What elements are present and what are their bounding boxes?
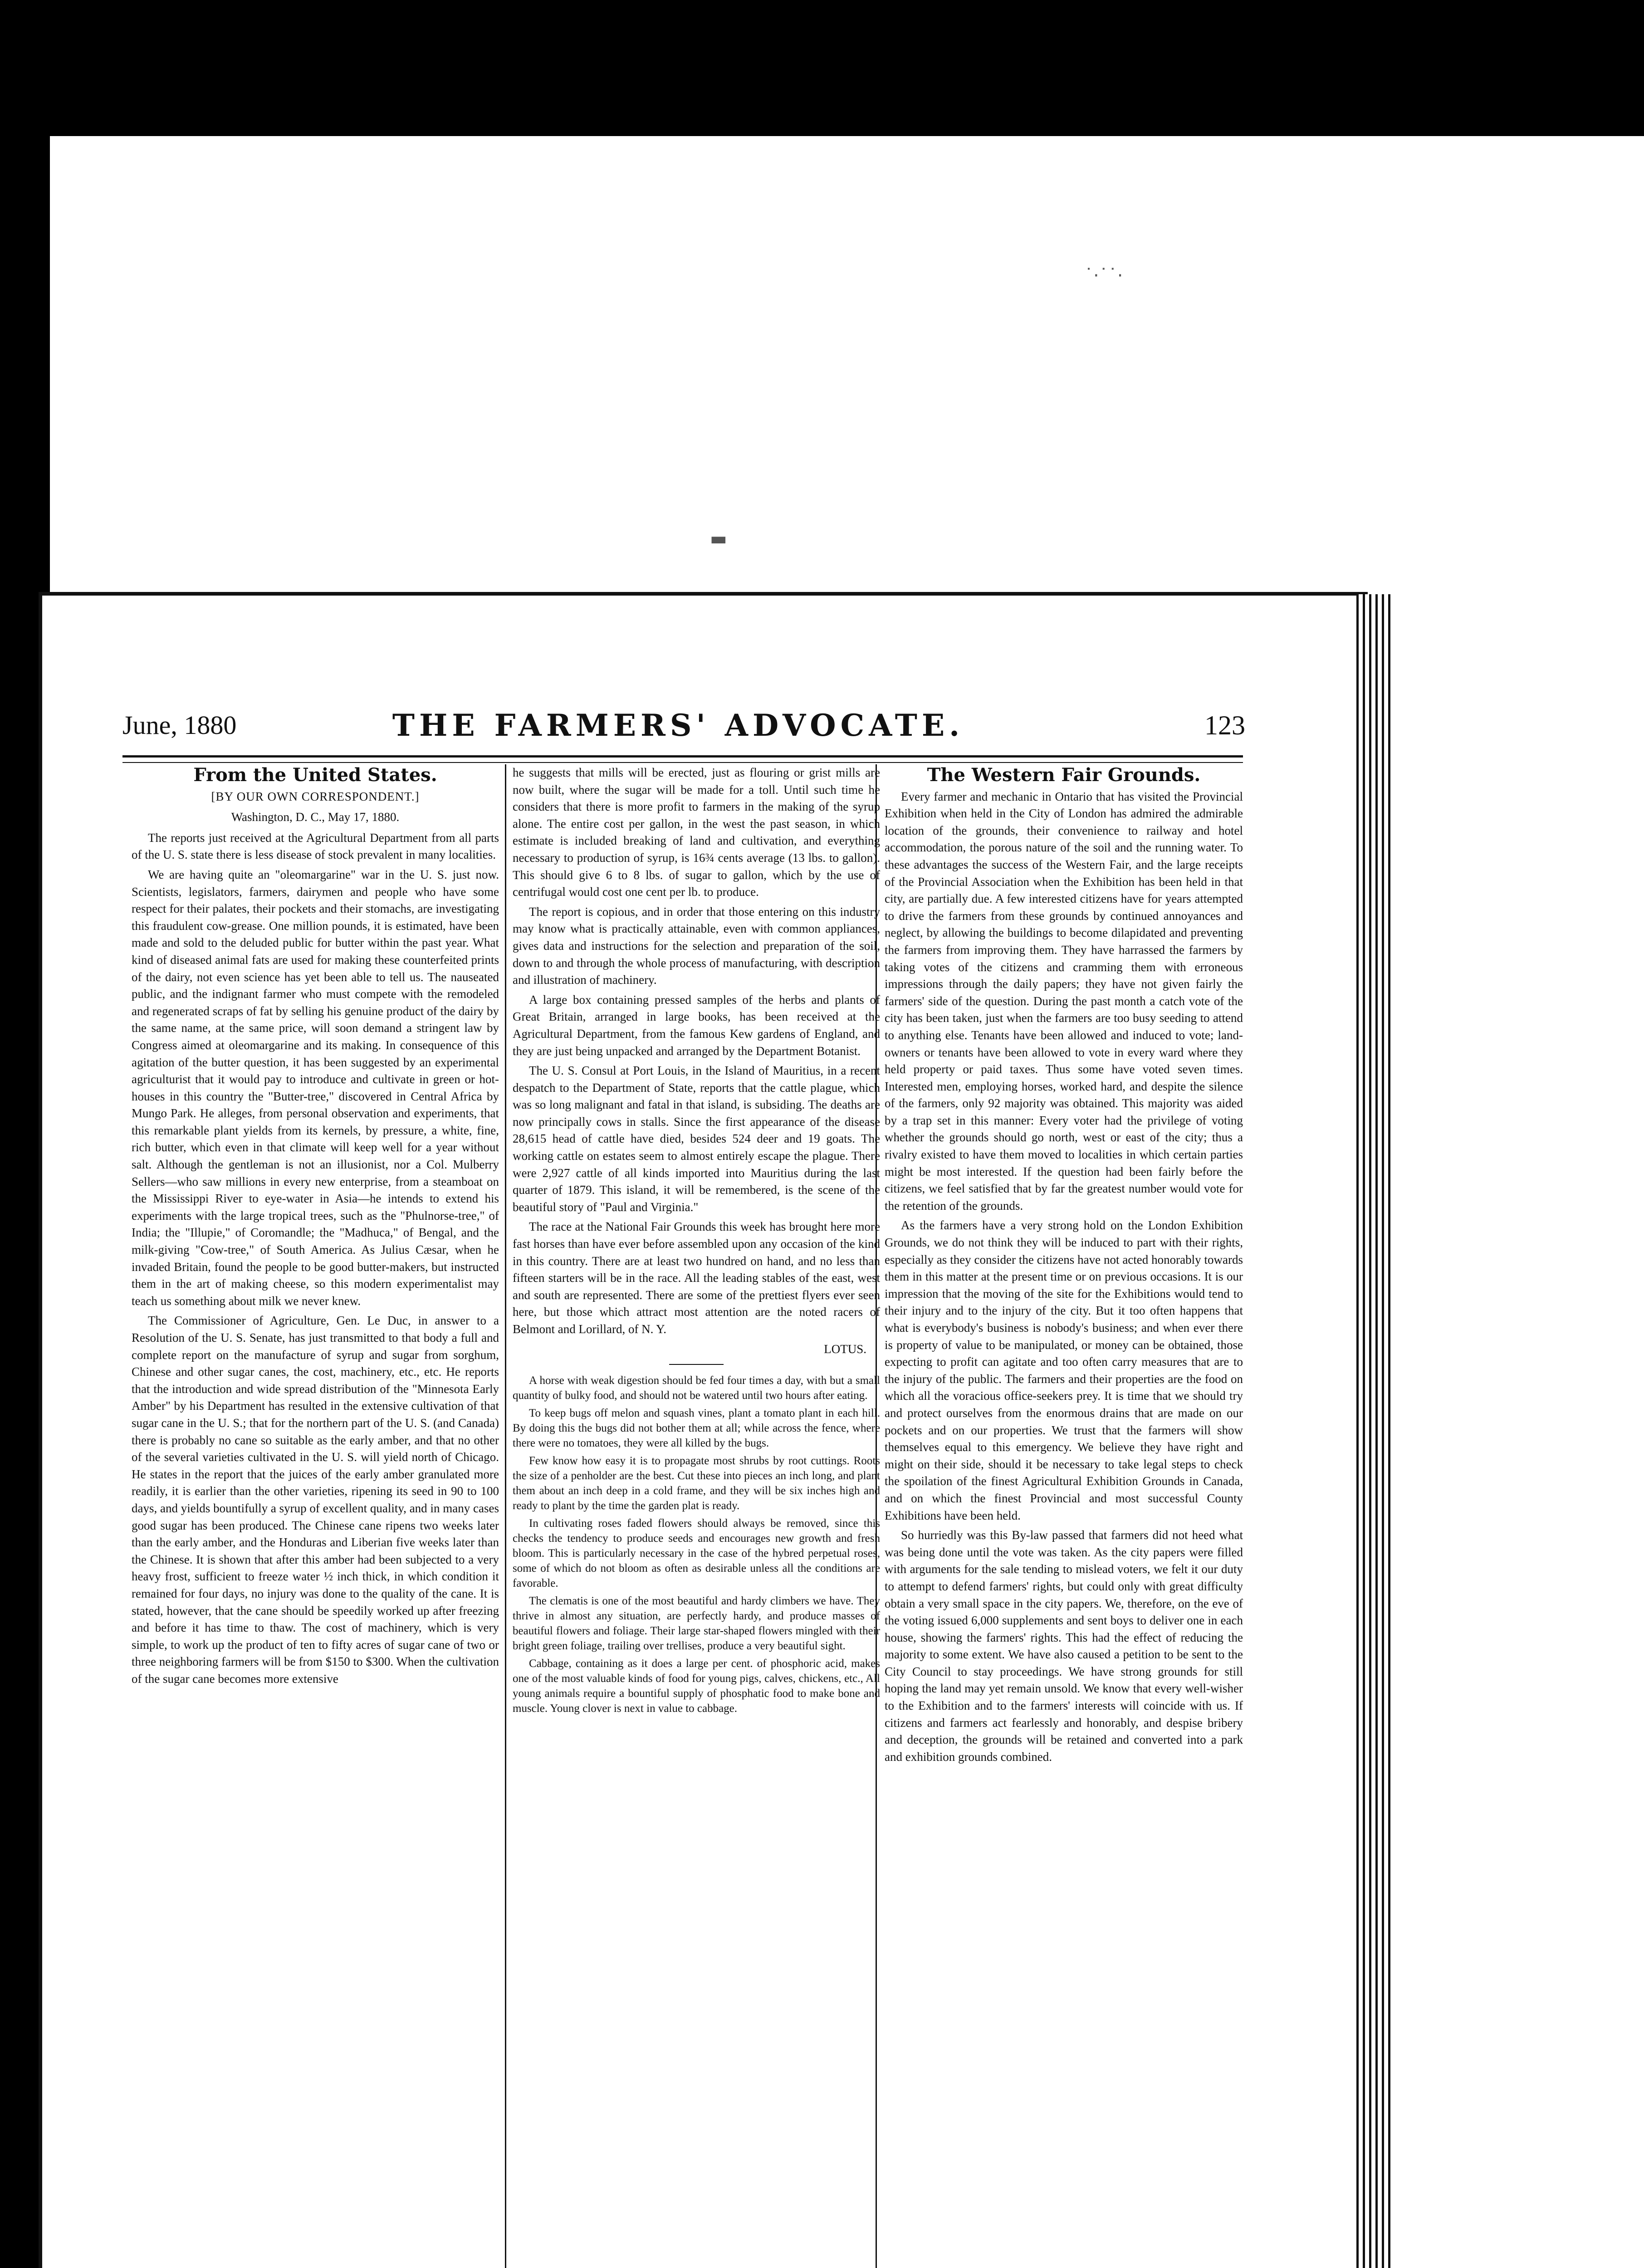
- farm-note: A horse with weak digestion should be fed four times a day, with but a small quantity of bulky food, and should not be watered until two hours after eating.: [513, 1374, 880, 1402]
- farm-note: To keep bugs off melon and squash vines, plant a tomato plant in each hill. By doing this the bugs did not bother them at all; while across the fence, where there were no tomatoes, they were all killed by the bugs.: [513, 1407, 880, 1450]
- article-paragraph: The report is copious, and in order that those entering on this industry may know what is practically attainable, even with common appliances, gives data and instructions for the selection and preparation of the soil, down to and through the whole process of manufacturing, with description and illustration of machinery.: [513, 904, 880, 987]
- article-paragraph: So hurriedly was this By-law passed that farmers did not heed what was being done until the vote was taken. As the city papers were filled with arguments for the sale tending to mislead voters, we felt it our duty to attempt to defend farmers' rights, but could only with great difficulty obtain a very small space in the city papers. We, therefore, on the eve of the voting issued 6,000 supplements and sent boys to deliver one in each house, showing the farmers' rights. This had the effect of reducing the majority to some extent. We have also caused a petition to be sent to the City Council to stay proceedings. We have strong grounds for still hoping the land may yet remain unsold. We know that every well-wisher to the Exhibition and to the farmers' interests will coincide with us. If citizens and farmers act fearlessly and honorably, and despise bribery and deception, the grounds will be retained and converted into a park and exhibition grounds combined.: [885, 1528, 1243, 1764]
- column-western-fair: [885, 764, 1243, 2268]
- article-heading: The Western Fair Grounds.: [927, 764, 1201, 786]
- article-dateline: Washington, D. C., May 17, 1880.: [231, 810, 400, 824]
- article-signature: LOTUS.: [824, 1342, 866, 1356]
- article-heading: From the United States.: [193, 764, 437, 786]
- column-divider: [505, 764, 506, 2268]
- column-united-states-continued: [513, 764, 880, 2268]
- article-paragraph: he suggests that mills will be erected, just as flouring or grist mills are now built, where the sugar will be made for a toll. Until such time he considers that there is more profit to farmers in the making of the syrup alone. The entire cost per gallon, in the west the past season, in which estimate is included breaking of land and cultivation, and everything necessary to production of syrup, is 16¾ cents average (13 lbs. to gallon). This should give 6 to 8 lbs. of sugar to gallon, which by the use of centrifugal would cost one cent per lb. to produce.: [513, 766, 880, 899]
- farm-note: Cabbage, containing as it does a large per cent. of phosphoric acid, makes one of the most valuable kinds of food for young pigs, calves, chickens, etc., All young animals require a bountiful supply of phosphatic food to make bone and muscle. Young clover is next in value to cabbage.: [513, 1657, 880, 1715]
- article-paragraph: The race at the National Fair Grounds this week has brought here more fast horses than have ever before assembled upon any occasion of the kind in this country. There are at least two hundred on hand, and no less than fifteen starters will be in the race. All the leading stables of the east, west and south are represented. There are some of the prettiest flyers ever seen here, but those which attract most attention are the noted racers of Belmont and Lorillard, of N. Y.: [513, 1220, 880, 1336]
- article-paragraph: Every farmer and mechanic in Ontario that has visited the Provincial Exhibition when held in the City of London has admired the admirable location of the grounds, their convenience to railway and hotel accommodation, the porous nature of the soil and the running water. To these advantages the success of the Western Fair, and the large receipts of the Provincial Association when the Exhibition has been held in that city, are partially due. A few interested citizens have for years attempted to drive the farmers from these grounds by continued annoyances and neglect, by allowing the buildings to become dilapidated and preventing the farmers from improving them. They have harrassed the farmers by taking votes of the citizens and cramming them with erroneous impressions through the daily papers; they have not given fairly the farmers' side of the question. During the past month a catch vote of the city has been taken, just when the farmers are too busy seeding to attend to anything else. Tenants have been allowed and induced to vote; land-owners or tenants have been allowed to vote in every ward where they held property or paid taxes. Thus some have voted seven times. Interested men, employing horses, worked hard, and despite the silence of the farmers, only 92 majority was obtained. This majority was aided by a trap set in this manner: Every voter had the privilege of voting whether the grounds should go north, west or east of the city; thus a rivalry existed to have them moved to localities in which certain parties might be most interested. If the question had been fairly before the citizens, we feel satisfied that by far the greatest number would vote for the retention of the grounds.: [885, 789, 1243, 1212]
- masthead: [107, 708, 1245, 753]
- issue-date: June, 1880: [122, 710, 237, 740]
- scan-mark: ▬: [710, 528, 727, 549]
- newspaper-title: THE FARMERS' ADVOCATE.: [392, 708, 964, 743]
- page-binding-edge: [1356, 594, 1393, 2268]
- farm-note: The clematis is one of the most beautiful and hardy climbers we have. They thrive in almost any situation, are perfectly hardy, and produce masses of beautiful flowers and foliage. Their large star-shaped flowers mingled with their bright green foliage, trailing over trellises, produce a very beautiful sight.: [513, 1595, 880, 1652]
- farm-note: Few know how easy it is to propagate most shrubs by root cuttings. Roots the size of a penholder are the best. Cut these into pieces an inch long, and plant them about an inch deep in a cold frame, and they will be six inches high and ready to plant by the time the garden plat is ready.: [513, 1455, 880, 1512]
- section-divider: [669, 1364, 724, 1365]
- article-paragraph: The U. S. Consul at Port Louis, in the Island of Mauritius, in a recent despatch to the Department of State, reports that the cattle plague, which was so long malignant and fatal in that island, is subsiding. The deaths are now principally cows in stalls. Since the first appearance of the disease 28,615 head of cattle have died, besides 524 deer and 19 goats. The working cattle on estates seem to almost entirely escape the plague. There were 2,927 cattle of all kinds imported into Mauritius during the last quarter of 1879. This island, it will be remembered, is the scene of the beautiful story of "Paul and Virginia.": [513, 1064, 880, 1214]
- farm-note: In cultivating roses faded flowers should always be removed, since this checks the tendency to produce seeds and encourages new growth and fresh bloom. This is particularly necessary in the case of the hybred perpetual roses, some of which do not bloom as often as desirable unless all the conditions are favorable.: [513, 1517, 880, 1590]
- article-paragraph: A large box containing pressed samples of the herbs and plants of Great Britain, arranged in large books, has been received at the Agricultural Department, from the famous Kew gardens of England, and they are just being unpacked and arranged by the Department Botanist.: [513, 992, 880, 1058]
- article-paragraph: The reports just received at the Agricultural Department from all parts of the U. S. state there is less disease of stock prevalent in many localities.: [132, 831, 499, 862]
- article-paragraph: The Commissioner of Agriculture, Gen. Le Duc, in answer to a Resolution of the U. S. Senate, has just transmitted to that body a full and complete report on the manufacture of syrup and sugar from sorghum, Chinese and other sugar canes, the cost, machinery, etc., etc. He reports that the introduction and wide spread distribution of the "Minnesota Early Amber" by his Department has resulted in the extensive cultivation of that sugar cane in the U. S.; that for the northern part of the U. S. (and Canada) there is probably no cane so suitable as the early amber, and that no other of the several varieties cultivated in the U. S. will yield north of Chicago. He states in the report that the juices of the early amber granulated more readily, it is earlier than the other varieties, ripening its seed in 90 to 100 days, and yields bountifully a syrup of excellent quality, and in many cases good sugar has been produced. The Chinese cane ripens two weeks later than the early amber, and the Honduras and Liberian five weeks later than the Chinese. It is shown that after this amber had been subjected to a very heavy frost, sufficient to freeze water ½ inch thick, in which condition it remained for four days, no injury was done to the quality of the cane. It is stated, however, that the cane should be speedily worked up after freezing and before it has time to thaw. The cost of machinery, which is very simple, to work up the product of ten to fifty acres of sugar cane of two or three neighboring farmers will be from $150 to $300. When the cultivation of the sugar cane becomes more extensive: [132, 1314, 499, 1686]
- page-number: 123: [1204, 710, 1245, 740]
- header-rule: [122, 755, 1243, 763]
- scan-mark: ˙·˙˙·: [1084, 265, 1123, 286]
- article-byline: [BY OUR OWN CORRESPONDENT.]: [211, 789, 420, 803]
- article-paragraph: As the farmers have a very strong hold on the London Exhibition Grounds, we do not think they will be induced to part with their rights, especially as they consider the citizens have not acted honorably towards them in this matter at the present time or on previous occasions. It is our impression that the moving of the site for the Exhibitions would tend to their injury and to the injury of the city. But it too often happens that what is everybody's business is nobody's business; and when ever there is property of value to be manipulated, or money can be obtained, those expecting to profit can agitate and too often carry measures that are to the injury of the public. The farmers and their properties are the food on which all the voracious office-seekers prey. It is time that we should try and protect ourselves from the enormous drains that are made on our pockets and on our properties. We trust that the farmers will show themselves equal to this emergency. We believe they have right and might on their side, should it be necessary to take legal steps to check the spoilation of the finest Agricultural Exhibition Grounds in Canada, and on which the finest Provincial and most successful County Exhibitions have been held.: [885, 1218, 1243, 1522]
- column-united-states: [132, 764, 499, 2268]
- article-paragraph: We are having quite an "oleomargarine" war in the U. S. just now. Scientists, legislators, farmers, dairymen and people who have some respect for their palates, their pockets and their stomachs, are investigating this fraudulent cow-grease. One million pounds, it is estimated, have been made and sold to the deluded public for butter within the past year. What kind of diseased animal fats are used for making these counterfeited prints of the dairy, not even science has yet been able to tell us. The nauseated public, and the indignant farmer who must compete with the remodeled and regenerated scraps of fat by selling his genuine product of the dairy by the same name, at the same price, will soon demand a stringent law by Congress aimed at oleomargarine and its making. In consequence of this agitation of the butter question, it has been suggested by an experimental agriculturist that it would pay to introduce and cultivate in green or hot-houses in this country the "Butter-tree," discovered in Central Africa by Mungo Park. He alleges, from personal observation and experiments, that this remarkable plant yields from its kernels, by pressure, a white, fine, rich butter, which even in that climate will keep well for a year without salt. Although the gentleman is not an illusionist, nor a Col. Mulberry Sellers—who saw millions in every new enterprise, from a steamboat on the Mississippi River to eye-water in Asia—he intends to extend his experiments with the large tropical trees, such as the "Phulnorse-tree," of India; the "Illupie," of Coromandle; the "Madhuca," of Bengal, and the milk-giving "Cow-tree," of South America. As Julius Cæsar, when he invaded Britain, found the people to be good butter-makers, but instructed them in the art of making cheese, so this modern experimentalist may teach us something about milk we never knew.: [132, 867, 499, 1308]
